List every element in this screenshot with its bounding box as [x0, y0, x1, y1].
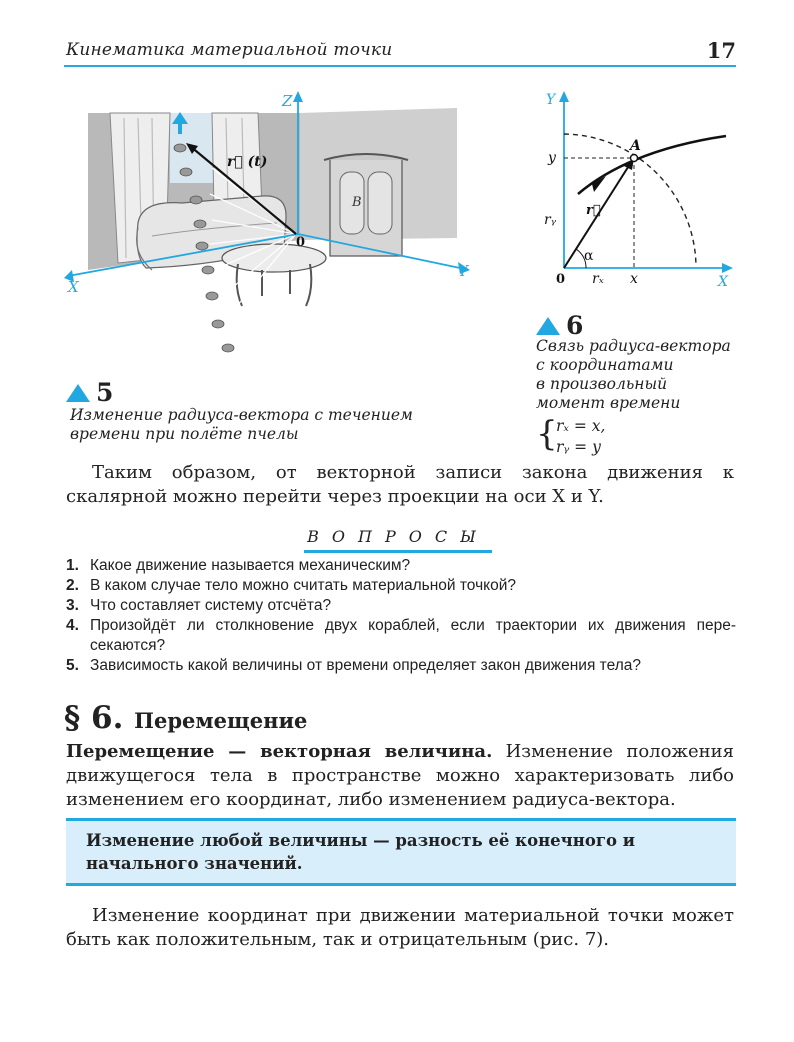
question-text: В каком случае тело можно считать материальной точкой? [90, 577, 517, 594]
figure-6-caption-line: момент времени [536, 394, 681, 412]
vector-r-label: r⃗ [586, 203, 601, 218]
question-number: 3. [66, 597, 79, 614]
page-number: 17 [706, 38, 736, 63]
figure-5-caption-line: времени при полёте пчелы [70, 425, 299, 443]
section-number: § 6. [64, 700, 124, 736]
figure-6-caption [536, 337, 731, 413]
alpha-label: α [584, 248, 594, 264]
question-text: Какое движение называется механическим? [90, 557, 411, 574]
y-axis-label: Y [458, 262, 468, 280]
rx-label: rₓ [592, 271, 604, 287]
vector-label: r⃗ (t) [227, 154, 268, 170]
paragraph-lead: Перемещение — векторная величина. [66, 741, 493, 762]
origin-label: 0 [296, 235, 306, 250]
list-item [66, 576, 736, 596]
questions-list [66, 556, 736, 676]
figure-6-caption-line: с координатами [536, 356, 674, 374]
list-item [66, 616, 736, 656]
figure-6-number [536, 311, 583, 340]
y-axis-label: Y [546, 92, 556, 108]
figure-6-caption-line: в произвольный [536, 375, 668, 393]
figure-5-caption-line: Изменение радиуса-вектора с течением [70, 406, 413, 424]
cabinet-label: B [352, 195, 362, 210]
equation-ry: rᵧ = y [556, 438, 601, 456]
triangle-marker-icon [536, 317, 560, 335]
question-text: Что составляет систему отсчёта? [90, 597, 332, 614]
question-text: Произойдёт ли столкновение двух кораблей, если траектории их движения пере-секаются? [90, 617, 736, 654]
list-item [66, 556, 736, 576]
z-axis-label: Z [282, 92, 293, 110]
x-axis-label: X [68, 278, 79, 296]
figure-5-caption [70, 406, 413, 444]
figure-6-caption-line: Связь радиуса-вектора [536, 337, 731, 355]
section-title: Перемещение [134, 708, 308, 733]
y-coordinate-label: y [548, 150, 556, 166]
paragraph-body: Изменение положения движущегося тела в пространстве можно характеризовать либо изменением его координат, либо изменением радиуса-вектора. [66, 741, 734, 810]
question-number: 2. [66, 577, 79, 594]
questions-title-rule [304, 550, 492, 553]
questions-title: ВОПРОСЫ [307, 527, 489, 546]
figure-5-illustration [62, 88, 482, 370]
section-heading [64, 700, 307, 736]
definition-text: Изменение любой величины — разность её конечного и начального значений. [86, 831, 635, 873]
coordinate-system [556, 416, 605, 458]
figure-5-number [66, 378, 113, 407]
paragraph-projection: Таким образом, от векторной записи закона движения к скалярной можно перейти через проекции на оси X и Y. [66, 462, 734, 507]
question-number: 1. [66, 557, 79, 574]
paragraph-coordinate-change: Изменение координат при движении материальной точки может быть как положительным, так и отрицательным (рис. 7). [66, 905, 734, 950]
trajectory [578, 136, 726, 194]
question-text: Зависимость какой величины от времени определяет закон движения тела? [90, 657, 641, 674]
question-number: 4. [66, 617, 79, 634]
origin-label: 0 [556, 272, 566, 287]
running-header: Кинематика материальной точки [66, 40, 393, 60]
system-brace: { [536, 414, 558, 454]
figure-6-diagram [530, 88, 740, 298]
header-rule [64, 65, 736, 67]
point-a [631, 155, 638, 162]
triangle-marker-icon [66, 384, 90, 402]
question-number: 5. [66, 657, 79, 674]
list-item [66, 656, 736, 676]
x-axis-label: X [718, 274, 728, 290]
figure-6-number-text: 6 [566, 311, 584, 340]
list-item [66, 596, 736, 616]
equation-rx: rₓ = x, [556, 417, 606, 435]
x-coordinate-label: x [630, 271, 638, 287]
point-a-label: A [630, 138, 641, 154]
figure-5-number-text: 5 [96, 378, 114, 407]
ry-label: rᵧ [544, 212, 556, 228]
paragraph-displacement [66, 740, 734, 812]
